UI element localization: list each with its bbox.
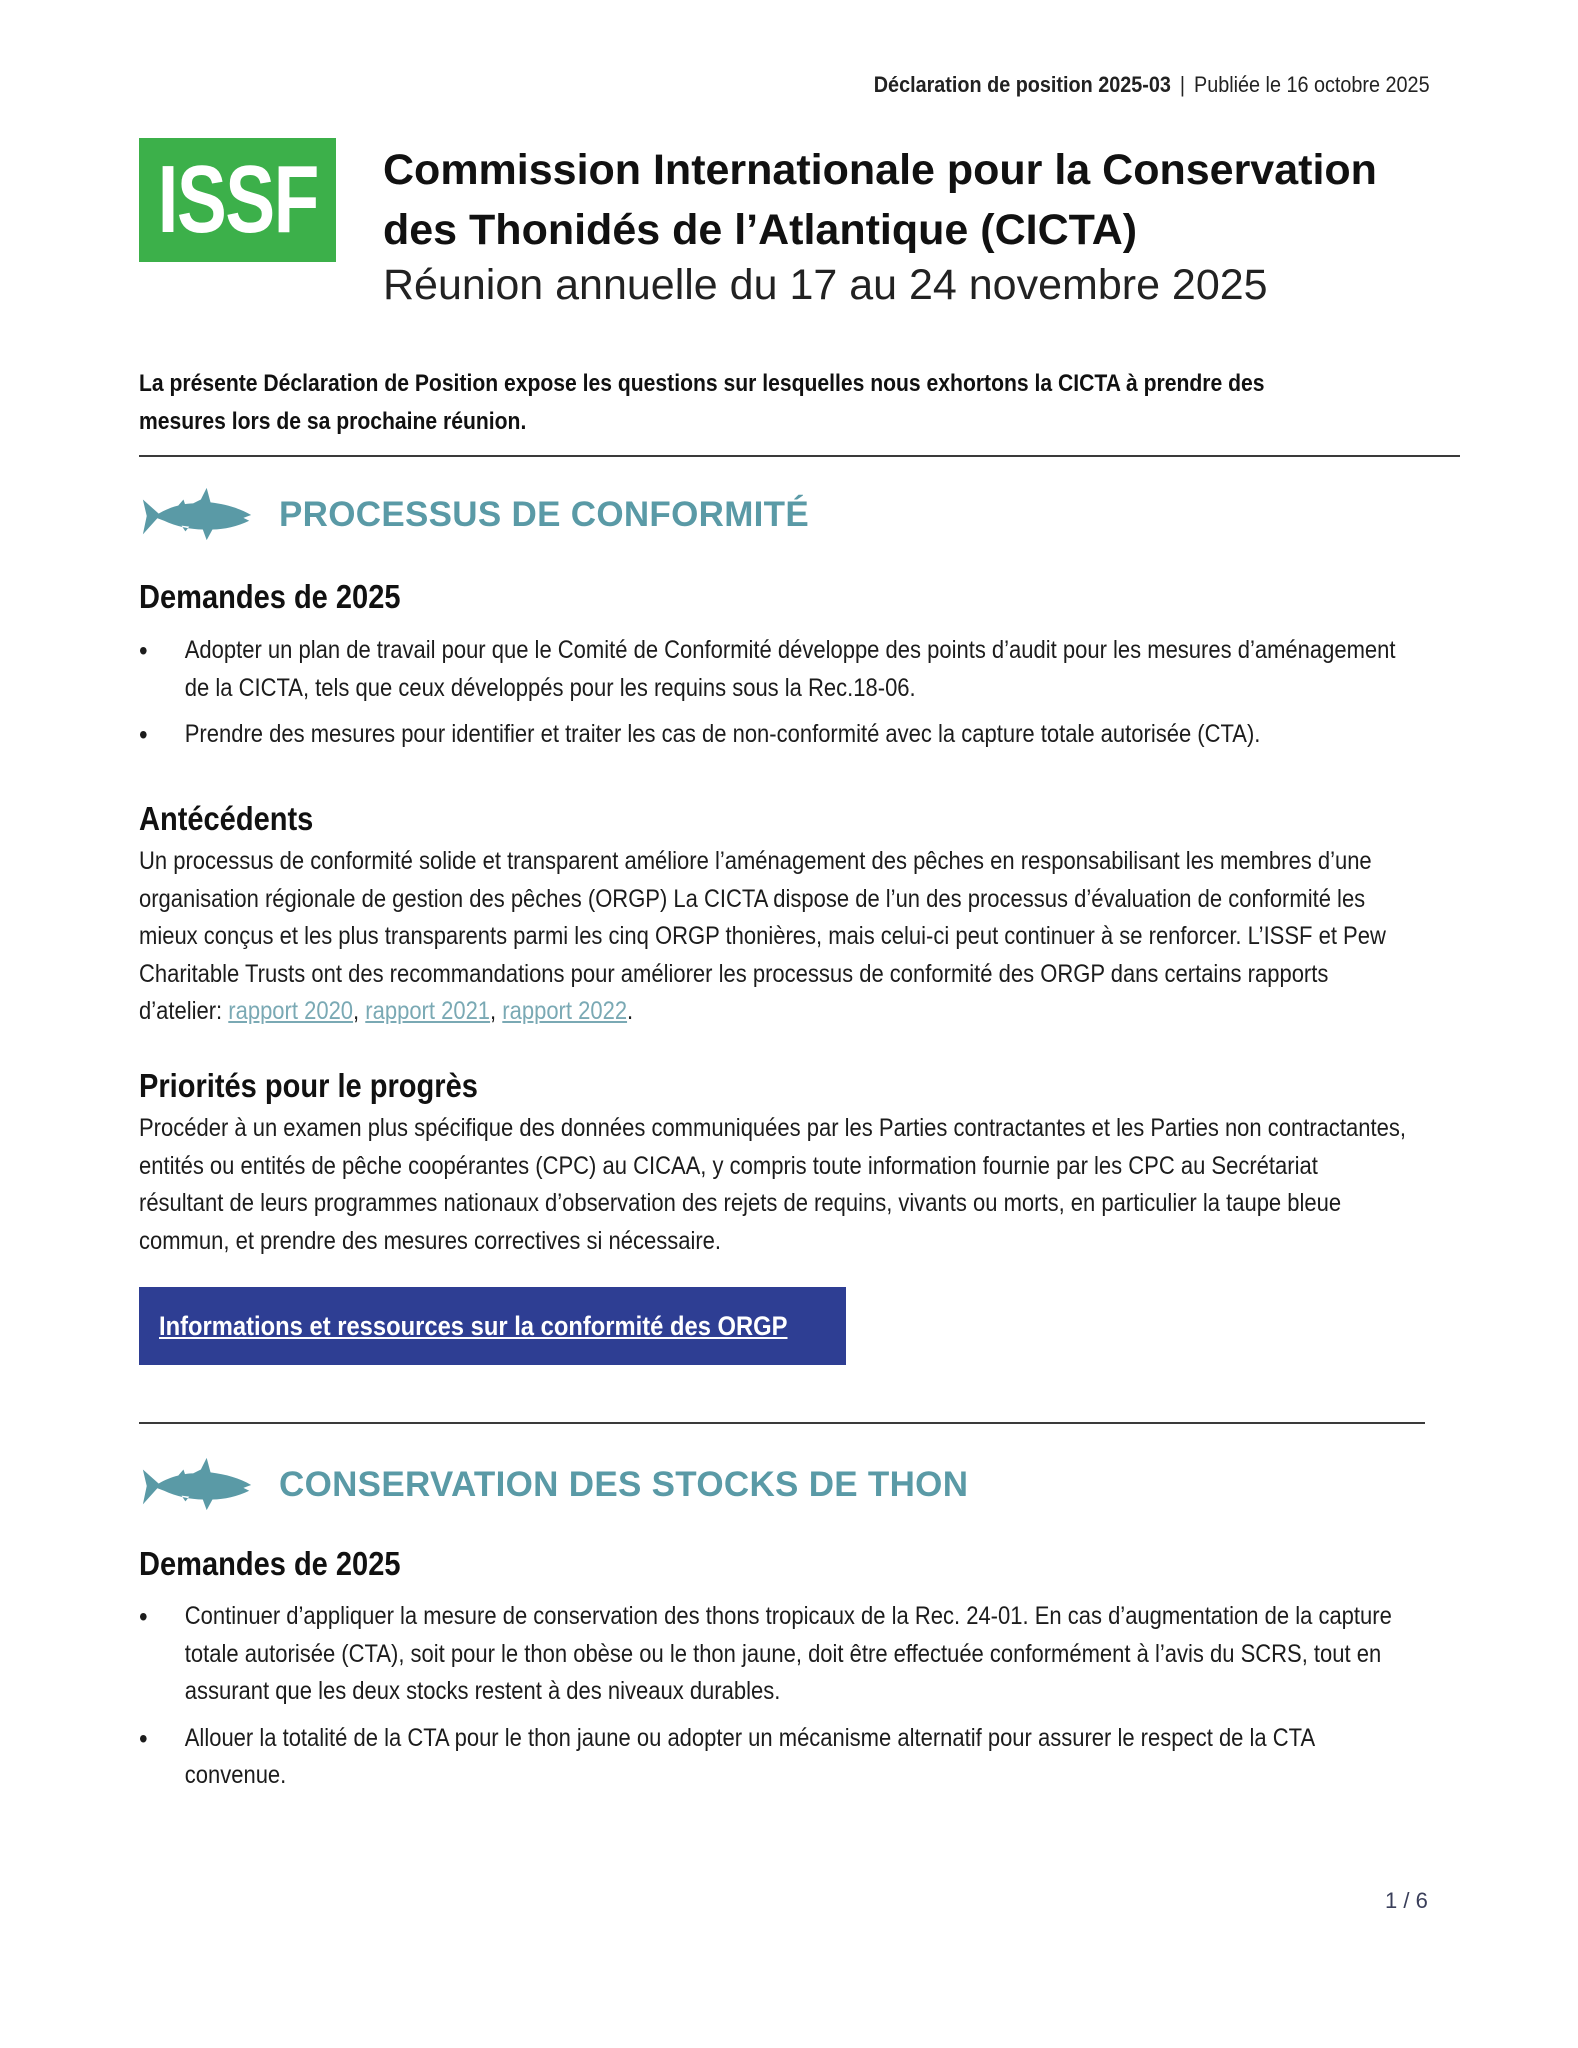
requests-title: Demandes de 2025 (139, 578, 401, 615)
section-compliance-header (139, 486, 809, 544)
divider-2 (139, 1422, 1425, 1424)
link-separator: , (490, 997, 503, 1025)
compliance-resources-link[interactable]: Informations et ressources sur la conformité des ORGP (159, 1310, 788, 1341)
priorities-title: Priorités pour le progrès (139, 1067, 478, 1104)
background-title: Antécédents (139, 800, 314, 837)
requests-list (139, 632, 1406, 763)
page-subtitle: Réunion annuelle du 17 au 24 novembre 2025 (383, 261, 1268, 309)
requests-title: Demandes de 2025 (139, 1545, 401, 1582)
issf-logo (139, 138, 336, 262)
page-title (383, 140, 1377, 260)
end-punctuation: . (627, 997, 634, 1025)
section-heading: PROCESSUS DE CONFORMITÉ (279, 495, 810, 534)
list-item: • Allouer la totalité de la CTA pour le thon jaune ou adopter un mécanisme alternatif pour assurer le respect de la CTA convenue. (139, 1720, 1406, 1795)
report-2022-link[interactable]: rapport 2022 (502, 997, 628, 1025)
section-tuna-stocks-header (139, 1456, 968, 1514)
tuna-fish-icon (139, 486, 255, 544)
title-line-1: Commission Internationale pour la Conservation (383, 146, 1377, 194)
page-number: 1 / 6 (1385, 1888, 1428, 1913)
report-2020-link[interactable]: rapport 2020 (228, 997, 354, 1025)
meta-separator: | (1180, 72, 1186, 97)
publish-date: Publiée le 16 octobre 2025 (1194, 72, 1430, 97)
document-meta (874, 72, 1430, 98)
list-item: • Prendre des mesures pour identifier et traiter les cas de non-conformité avec la capture totale autorisée (CTA). (139, 716, 1406, 754)
intro-paragraph: La présente Déclaration de Position expose les questions sur lesquelles nous exhortons la CICTA à prendre des mesures lors de sa prochaine réunion. (139, 370, 1265, 435)
requests-list (139, 1598, 1406, 1804)
logo-text: ISSF (157, 146, 318, 253)
title-line-2: des Thonidés de l’Atlantique (CICTA) (383, 206, 1138, 254)
list-item: • Adopter un plan de travail pour que le Comité de Conformité développe des points d’audit pour les mesures d’aménagement de la CICTA, tels que ceux développés pour les requins sous la Rec.18-06. (139, 632, 1406, 707)
report-2021-link[interactable]: rapport 2021 (365, 997, 491, 1025)
link-separator: , (353, 997, 366, 1025)
divider-1 (139, 455, 1460, 457)
list-item: • Continuer d’appliquer la mesure de conservation des thons tropicaux de la Rec. 24-01. En cas d’augmentation de la capture totale autorisée (CTA), soit pour le thon obèse ou le thon jaune, doit être effectuée conformément à l’avis du SCRS, tout en assurant que les deux stocks restent à des niveaux durables. (139, 1598, 1406, 1711)
section-heading: CONSERVATION DES STOCKS DE THON (279, 1465, 969, 1504)
document-id: Déclaration de position 2025-03 (874, 72, 1172, 97)
background-paragraph (139, 843, 1406, 1031)
background-text: Un processus de conformité solide et transparent améliore l’aménagement des pêches en responsabilisant les membres d’une organisation régionale de gestion des pêches (ORGP) La CICTA dispose de l’un des processus d’évaluation de conformité les mieux conçus et les plus transparents parmi les cinq ORGP thonières, mais celui-ci peut continuer à se renforcer. L’ISSF et Pew Charitable Trusts ont des recommandations pour améliorer les processus de conformité des ORGP dans certains rapports d’atelier: (139, 847, 1386, 1025)
priorities-paragraph: Procéder à un examen plus spécifique des données communiquées par les Parties contractantes et les Parties non contractantes, entités ou entités de pêche coopérantes (CPC) au CICAA, y compris toute information fournie par les CPC au Secrétariat résultant de leurs programmes nationaux d’observation des rejets de requins, vivants ou morts, en particulier la taupe bleue commun, et prendre des mesures correctives si nécessaire. (139, 1114, 1406, 1255)
tuna-fish-icon (139, 1456, 255, 1514)
compliance-resources-button[interactable] (139, 1287, 846, 1365)
